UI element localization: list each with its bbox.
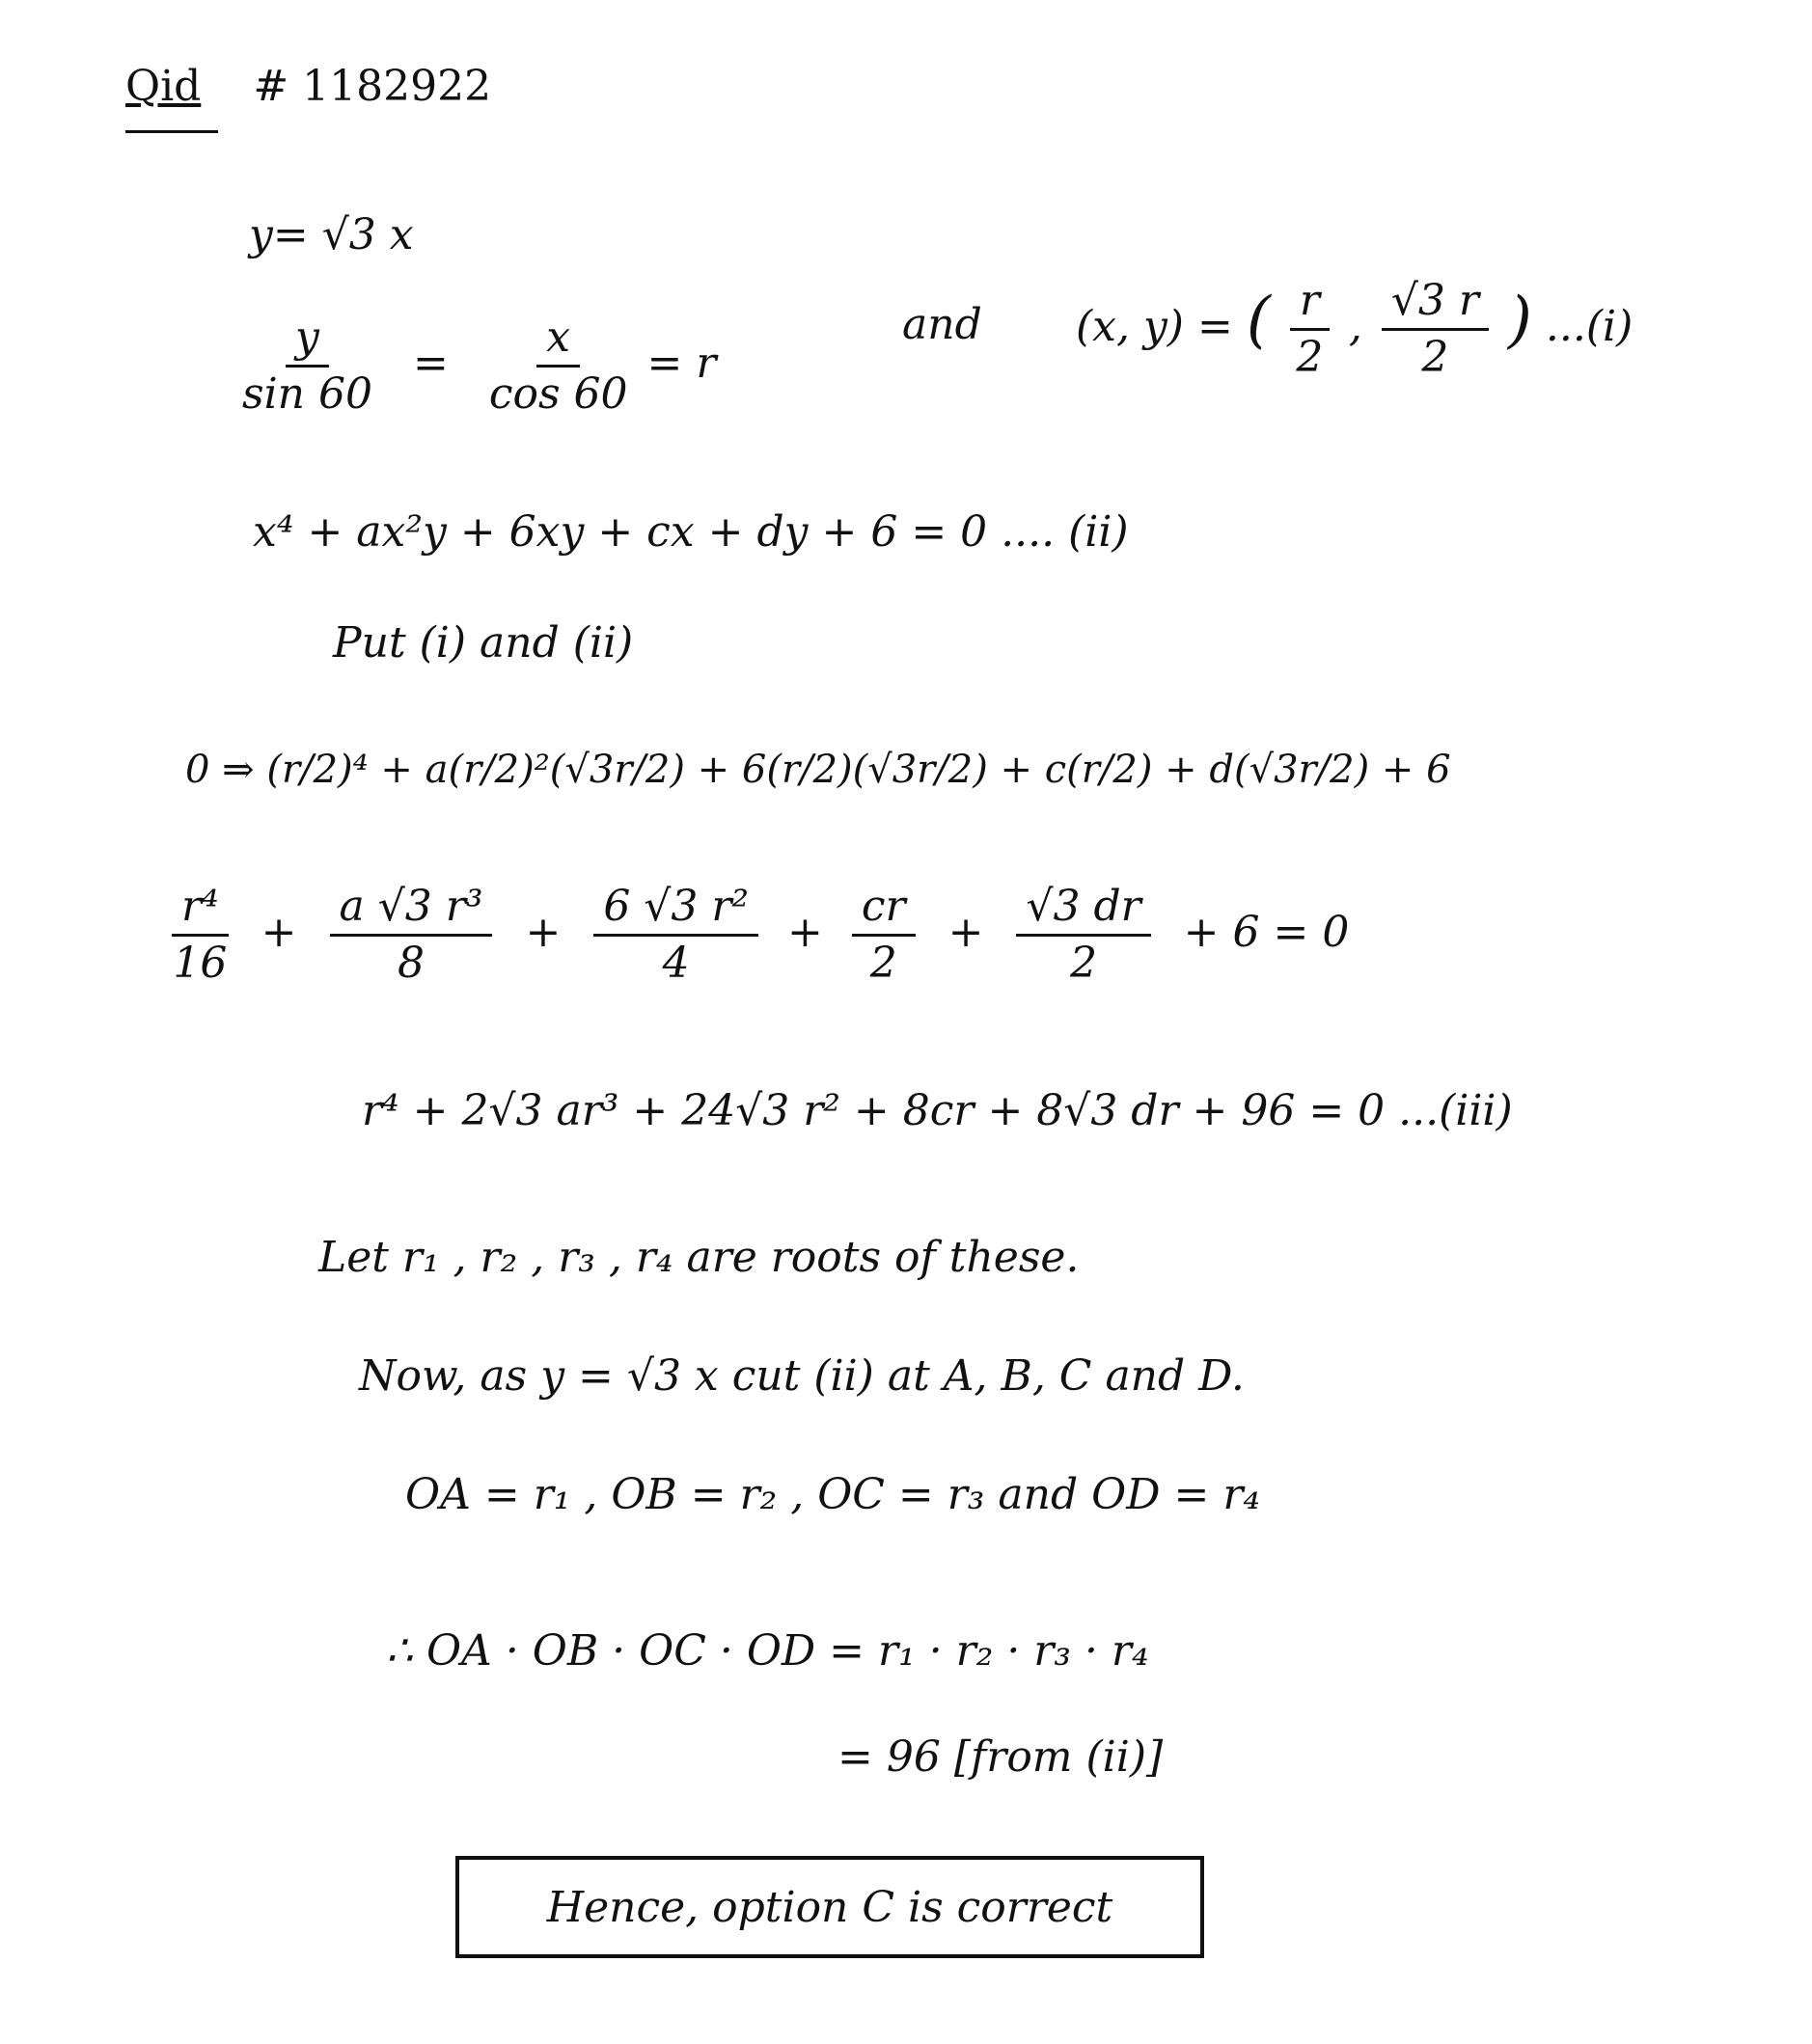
point-den-2b: 2	[1421, 333, 1449, 382]
substitution-equation: 0 ⇒ (r/2)⁴ + a(r/2)²(√3r/2) + 6(r/2)(√3r/2) + c(r/2) + d(√3r/2) + 6	[185, 748, 1451, 792]
param-and: and	[902, 300, 982, 349]
point-close: )	[1507, 285, 1532, 356]
product-result: = 96 [from (ii)]	[837, 1732, 1164, 1782]
point-den-2a: 2	[1296, 333, 1324, 382]
exp-tail: + 6 = 0	[1183, 908, 1350, 957]
expanded-equation	[166, 882, 1350, 988]
exp-num-a3r3: a √3 r³	[330, 886, 493, 937]
answer-box	[455, 1856, 1204, 1958]
param-fraction-y	[242, 313, 372, 419]
exp-den-8: 8	[398, 939, 425, 988]
exp-fraction-r4	[172, 882, 229, 988]
point-open: (	[1246, 285, 1271, 356]
parametric-equation	[236, 313, 717, 419]
exp-fraction-63r2	[593, 882, 758, 988]
qid-double-underline	[125, 130, 218, 133]
exp-plus-1: +	[261, 908, 297, 957]
answer-text: Hence, option C is correct	[546, 1882, 1113, 1932]
exp-fraction-3dr	[1016, 882, 1150, 988]
param-den-sin: sin 60	[242, 369, 372, 419]
exp-den-2b: 2	[1070, 939, 1098, 988]
roots-statement: Let r₁ , r₂ , r₃ , r₄ are roots of these.	[318, 1233, 1080, 1282]
point-fraction-x	[1290, 276, 1330, 382]
point-num-sqrt3r: √3 r	[1382, 280, 1489, 331]
exp-plus-2: +	[525, 908, 562, 957]
param-equals-2: = r	[646, 339, 717, 388]
intersection-statement: Now, as y = √3 x cut (ii) at A, B, C and D.	[359, 1351, 1245, 1401]
line-equation: y= √3 x	[249, 210, 414, 259]
point-lhs: (x, y) =	[1076, 302, 1233, 351]
exp-num-63r2: 6 √3 r²	[593, 886, 758, 937]
qid-number: # 1182922	[253, 62, 492, 111]
product-statement: ∴ OA · OB · OC · OD = r₁ · r₂ · r₃ · r₄	[386, 1626, 1149, 1676]
exp-den-16: 16	[173, 939, 228, 988]
param-num-y: y	[286, 316, 329, 368]
param-num-x: x	[536, 316, 580, 368]
point-fraction-y	[1382, 276, 1489, 382]
point-equation	[1076, 276, 1634, 382]
param-equals-1: =	[412, 339, 449, 388]
put-instruction: Put (i) and (ii)	[333, 618, 634, 668]
point-tag: ...(i)	[1545, 302, 1634, 351]
exp-num-r4: r⁴	[172, 886, 229, 937]
exp-fraction-cr	[852, 882, 916, 988]
param-fraction-x	[488, 313, 628, 419]
exp-den-4: 4	[662, 939, 690, 988]
distances-statement: OA = r₁ , OB = r₂ , OC = r₃ and OD = r₄	[405, 1470, 1261, 1519]
exp-plus-4: +	[947, 908, 984, 957]
curve-equation: x⁴ + ax²y + 6xy + cx + dy + 6 = 0 .... (ii)	[253, 507, 1129, 557]
point-num-r: r	[1290, 280, 1330, 331]
exp-num-cr: cr	[852, 886, 916, 937]
exp-den-2a: 2	[869, 939, 897, 988]
exp-fraction-a3r3	[330, 882, 493, 988]
param-den-cos: cos 60	[488, 369, 628, 419]
qid-label: Qid	[125, 62, 202, 111]
exp-num-3dr: √3 dr	[1016, 886, 1150, 937]
qid-header	[125, 62, 492, 111]
exp-plus-3: +	[787, 908, 823, 957]
point-comma: ,	[1348, 302, 1362, 351]
quartic-equation: r⁴ + 2√3 ar³ + 24√3 r² + 8cr + 8√3 dr + 96 = 0 ...(iii)	[362, 1086, 1513, 1135]
